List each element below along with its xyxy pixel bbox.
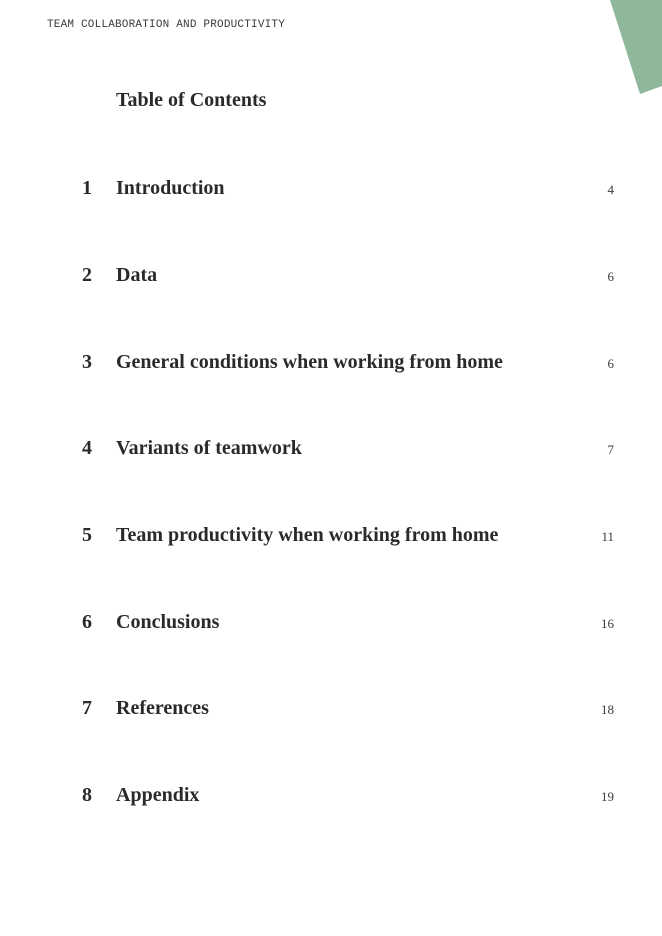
toc-entry[interactable] [0,520,662,550]
toc-entry-label[interactable]: Conclusions [116,611,220,633]
toc-entry-number: 3 [82,351,92,373]
toc-entry-number: 6 [82,611,92,633]
toc-entry-label[interactable]: Appendix [116,784,200,806]
toc-entry-label[interactable]: Data [116,264,158,286]
toc-entry-label[interactable]: References [116,697,209,719]
toc-entry-page: 16 [601,616,614,631]
toc-entry[interactable] [0,173,662,203]
toc-entry-number: 1 [82,177,92,199]
toc-entry[interactable] [0,693,662,723]
toc-entry-page: 4 [607,182,614,197]
corner-accent-shape [610,0,662,94]
toc-entry[interactable] [0,260,662,290]
toc-entry-page: 18 [601,702,614,717]
toc-entry-page: 19 [601,789,614,804]
toc-entry-page: 11 [601,529,614,544]
toc-entry-number: 8 [82,784,92,806]
toc-title: Table of Contents [116,89,267,111]
toc-entry-number: 2 [82,264,92,286]
toc-entry[interactable] [0,607,662,637]
toc-entry-label[interactable]: Variants of teamwork [116,437,302,459]
toc-entry-label[interactable]: General conditions when working from home [116,351,503,373]
toc-entry-page: 6 [607,356,614,371]
toc-entry[interactable] [0,347,662,377]
running-header: TEAM COLLABORATION AND PRODUCTIVITY [47,19,286,31]
toc-entry-label[interactable]: Team productivity when working from home [116,524,499,546]
toc-entry-number: 7 [82,697,92,719]
toc-entry-label[interactable]: Introduction [116,177,225,199]
toc-entry[interactable] [0,433,662,463]
toc-entry-number: 5 [82,524,92,546]
toc-entry[interactable] [0,780,662,810]
toc-entry-page: 6 [607,269,614,284]
toc-entry-page: 7 [607,442,614,457]
toc-entry-number: 4 [82,437,92,459]
